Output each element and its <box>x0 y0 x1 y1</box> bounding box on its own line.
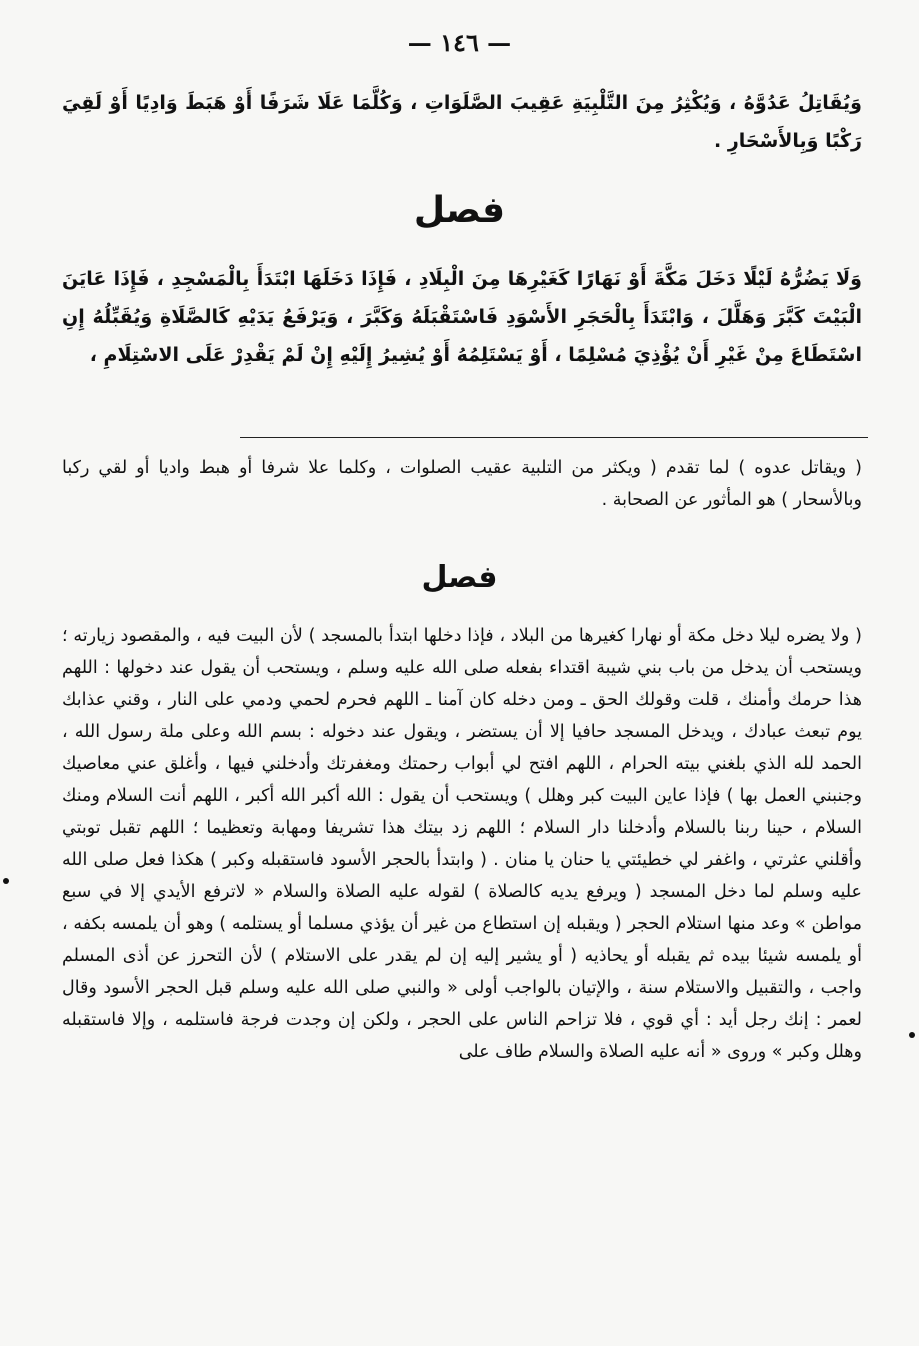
matn-paragraph-2 <box>62 260 862 374</box>
sharh-paragraph-2-text: ( ولا يضره ليلا دخل مكة أو نهارا كغيرها من البلاد ، فإذا دخلها ابتدأ بالمسجد ) لأن البيت فيه ، والمقصود زيارته ؛ ويستحب أن يدخل من باب بني شيبة اقتداء بفعله صلى الله عليه وسلم ، ويستحب أن يقول عند دخولها : اللهم هذا حرمك وأمنك ، قلت وقولك الحق ـ ومن دخله كان آمنا ـ اللهم فحرم لحمي ودمي على النار ، وقني عذابك يوم تبعث عبادك ، ويدخل المسجد حافيا إلا أن يستضر ، ويقول عند دخوله : بسم الله وعلى ملة رسول الله ، الحمد لله الذي بلغني بيته الحرام ، اللهم افتح لي أبواب رحمتك ومغفرتك وأدخلني فيها ، وأغلق عني معاصيك وجنبني العمل بها ) فإذا عاين البيت كبر وهلل ) ويستحب أن يقول : الله أكبر الله أكبر ، اللهم أنت السلام ومنك السلام ، حينا ربنا بالسلام وأدخلنا دار السلام ؛ اللهم زد بيتك هذا تشريفا ومهابة وتعظيما ؛ اللهم تقبل توبتي وأقلني عثرتي ، واغفر لي خطيئتي يا حنان يا منان . ( وابتدأ بالحجر الأسود فاستقبله وكبر ) هكذا فعل صلى الله عليه وسلم لما دخل المسجد ( ويرفع يديه كالصلاة ) لقوله عليه الصلاة والسلام « لاترفع الأيدي إلا في سبع مواطن » وعد منها استلام الحجر ( ويقبله إن استطاع من غير أن يؤذي مسلما أو يستلمه ) وهو أن يلمسه بكفه ، أو يلمسه شيئا بيده ثم يقبله أو يحاذيه ( أو يشير إليه إن لم يقدر على الاستلام ) لأن التحرز عن أذى المسلم واجب ، والتقبيل والاستلام سنة ، والإتيان بالواجب أولى « والنبي صلى الله عليه وسلم قبل الحجر الأسود وقال لعمر : إنك رجل أيد : أي قوي ، فلا تزاحم الناس على الحجر ، ولكن إن وجدت فرجة فاستلمه ، وإلا فاستقبله وهلل وكبر » وروى « أنه عليه الصلاة والسلام طاف على <box>62 626 862 1062</box>
section-heading-2: فصل <box>421 560 498 595</box>
sharh-paragraph-2 <box>62 620 862 1068</box>
section-heading-1: فصل <box>413 190 506 231</box>
matn-paragraph-1-text: وَيُقَاتِلُ عَدُوَّهُ ، وَيُكْثِرُ مِنَ التَّلْبِيَةِ عَقِيبَ الصَّلَوَاتِ ، وَكُلَّمَا عَلَا شَرَفًا أَوْ هَبَطَ وَادِيًا أَوْ لَقِيَ رَكْبًا وَبِالأَسْحَارِ . <box>62 92 862 152</box>
scan-edge-dot-icon <box>909 1032 915 1038</box>
sharh-paragraph-1 <box>62 452 862 516</box>
matn-paragraph-1 <box>62 84 862 160</box>
sharh-paragraph-1-text: ( ويقاتل عدوه ) لما تقدم ( ويكثر من التلبية عقيب الصلوات ، وكلما علا شرفا أو هبط واديا أو لقي ركبا وبالأسحار ) هو المأثور عن الصحابة . <box>62 458 862 510</box>
scan-edge-dot-icon <box>3 878 9 884</box>
matn-sharh-divider <box>240 437 868 438</box>
matn-paragraph-2-text: وَلَا يَضُرُّهُ لَيْلًا دَخَلَ مَكَّةَ أَوْ نَهَارًا كَغَيْرِهَا مِنَ الْبِلَادِ ، فَإِذَا دَخَلَهَا ابْتَدَأَ بِالْمَسْجِدِ ، فَإِذَا عَايَنَ الْبَيْتَ كَبَّرَ وَهَلَّلَ ، وَابْتَدَأَ بِالْحَجَرِ الأَسْوَدِ فَاسْتَقْبَلَهُ وَكَبَّرَ ، وَيَرْفَعُ يَدَيْهِ كَالصَّلَاةِ وَيُقَبِّلُهُ إِنِ اسْتَطَاعَ مِنْ غَيْرِ أَنْ يُؤْذِيَ مُسْلِمًا ، أَوْ يَسْتَلِمُهُ أَوْ يُشِيرُ إِلَيْهِ إِنْ لَمْ يَقْدِرْ عَلَى الاسْتِلَامِ ، <box>62 268 862 366</box>
page-number: — ١٤٦ — <box>407 28 512 57</box>
